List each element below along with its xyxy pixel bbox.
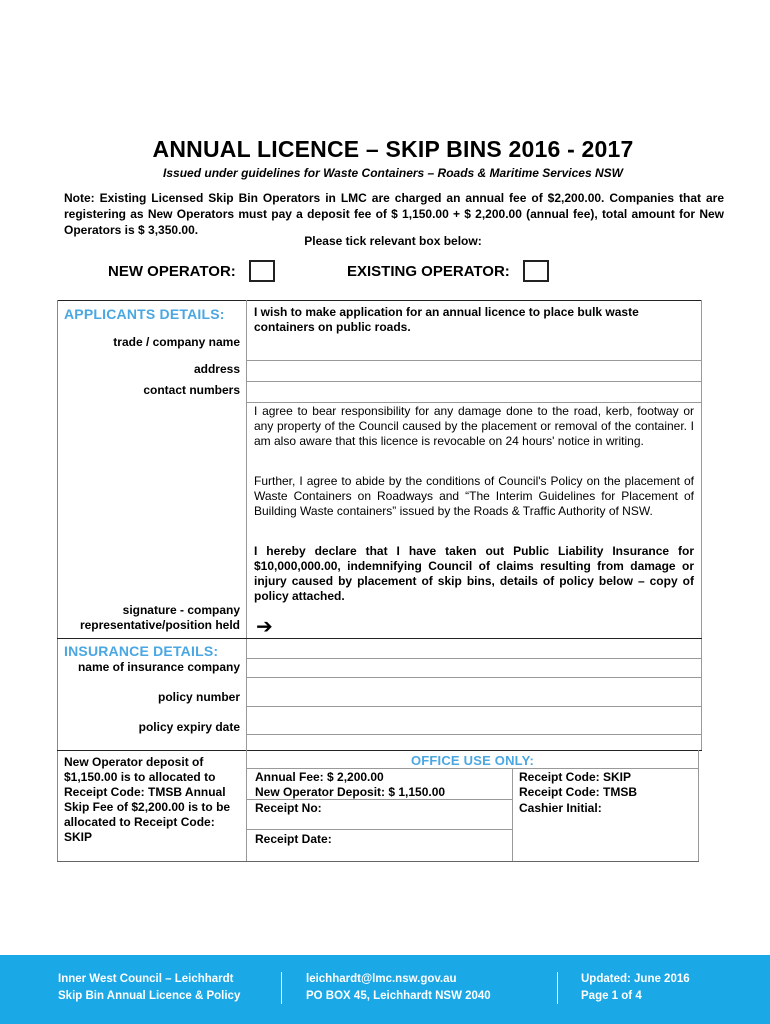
policy-expiry-label: policy expiry date <box>138 720 240 734</box>
row-line <box>246 677 702 678</box>
table-left-border <box>57 300 58 862</box>
new-operator-checkbox[interactable] <box>249 260 275 282</box>
table-col-divider <box>246 300 247 750</box>
footer-address: PO BOX 45, Leichhardt NSW 2040 <box>306 990 491 1002</box>
policy-number-label: policy number <box>157 690 240 704</box>
office-row-line <box>246 829 513 830</box>
existing-operator-label: EXISTING OPERATOR: <box>347 263 510 280</box>
office-use-heading: OFFICE USE ONLY: <box>410 753 535 768</box>
deposit-text: New Operator Deposit: $ 1,150.00 <box>255 785 446 799</box>
footer-separator <box>281 972 282 1004</box>
receipt-code-tmsb: Receipt Code: TMSB <box>519 785 638 799</box>
row-line <box>246 381 702 382</box>
insurance-company-label: name of insurance company <box>77 660 240 674</box>
table-top-border <box>57 300 702 301</box>
footer-council: Inner West Council – Leichhardt <box>58 973 234 985</box>
receipt-code-skip: Receipt Code: SKIP <box>519 770 632 784</box>
signature-label-line2: representative/position held <box>79 618 240 632</box>
trade-field[interactable] <box>248 334 700 359</box>
insurance-heading: INSURANCE DETAILS: <box>64 643 219 659</box>
applicants-heading: APPLICANTS DETAILS: <box>64 306 225 322</box>
signature-label-line1: signature - company <box>122 603 240 617</box>
cashier-initial-label: Cashier Initial: <box>519 801 602 815</box>
page-title: ANNUAL LICENCE – SKIP BINS 2016 - 2017 <box>152 136 634 162</box>
section-divider <box>57 638 702 639</box>
arrow-right-icon: ➔ <box>256 614 273 638</box>
receipt-no-label: Receipt No: <box>255 801 322 815</box>
address-field[interactable] <box>248 362 700 380</box>
existing-operator-checkbox[interactable] <box>523 260 549 282</box>
page-subtitle: Issued under guidelines for Waste Containers – Roads & Maritime Services NSW <box>163 166 623 180</box>
contact-label: contact numbers <box>143 383 240 397</box>
row-line <box>246 706 702 707</box>
row-line <box>246 734 702 735</box>
fee-note: Note: Existing Licensed Skip Bin Operators in LMC are charged an annual fee of $2,200.00. Companies that are registering as New Operators must pay a deposit fee of $ 1,150.00 + $ 2,200.00 (annual fee), total amount for New Operators is $ 3,350.00. <box>64 191 724 237</box>
receipt-code-note: New Operator deposit of $1,150.00 is to allocated to Receipt Code: TMSB Annual Skip Fee of $2,200.00 is to be allocated to Receipt Code: SKIP <box>64 755 231 844</box>
insurance-declaration: I hereby declare that I have taken out Public Liability Insurance for $10,000,000.00, indemnifying Council of claims resulting from damage or injury caused by placement of skip bins, details of policy below – copy of policy attached. <box>254 544 694 603</box>
footer-updated: Updated: June 2016 <box>581 973 690 985</box>
footer-page-number: Page 1 of 4 <box>581 990 642 1002</box>
footer-email-link[interactable]: leichhardt@lmc.nsw.gov.au <box>306 973 457 985</box>
table-bottom-border <box>57 861 699 862</box>
footer-policy: Skip Bin Annual Licence & Policy <box>58 990 241 1002</box>
application-intro: I wish to make application for an annual licence to place bulk waste containers on public roads. <box>254 305 639 334</box>
signature-field[interactable] <box>284 610 698 636</box>
table-right-border <box>701 300 702 750</box>
row-line <box>246 402 702 403</box>
annual-fee-text: Annual Fee: $ 2,200.00 <box>255 770 384 784</box>
policy-number-field[interactable] <box>248 679 700 705</box>
insurance-company-field[interactable] <box>248 659 700 676</box>
policy-expiry-field[interactable] <box>248 708 700 733</box>
footer-separator <box>557 972 558 1004</box>
contact-field[interactable] <box>248 383 700 401</box>
responsibility-paragraph: I agree to bear responsibility for any damage done to the road, kerb, footway or any property of the Council caused by the placement or removal of the container. I am also aware that this licence is revocable on 24 hours' notice in writing. <box>254 404 694 448</box>
receipt-date-label: Receipt Date: <box>255 832 332 846</box>
guidelines-paragraph: Further, I agree to abide by the conditions of Council's Policy on the placement of Waste Containers on Roadways and “The Interim Guidelines for Placement of Building Waste containers” issued by the Roads & Traffic Authority of NSW. <box>254 474 694 518</box>
row-line <box>246 360 702 361</box>
office-row-line <box>246 768 699 769</box>
trade-label: trade / company name <box>113 335 240 349</box>
address-label: address <box>193 362 240 376</box>
new-operator-label: NEW OPERATOR: <box>108 263 236 280</box>
section-divider <box>57 750 702 751</box>
office-col-divider <box>512 768 513 862</box>
tick-prompt: Please tick relevant box below: <box>304 234 482 248</box>
